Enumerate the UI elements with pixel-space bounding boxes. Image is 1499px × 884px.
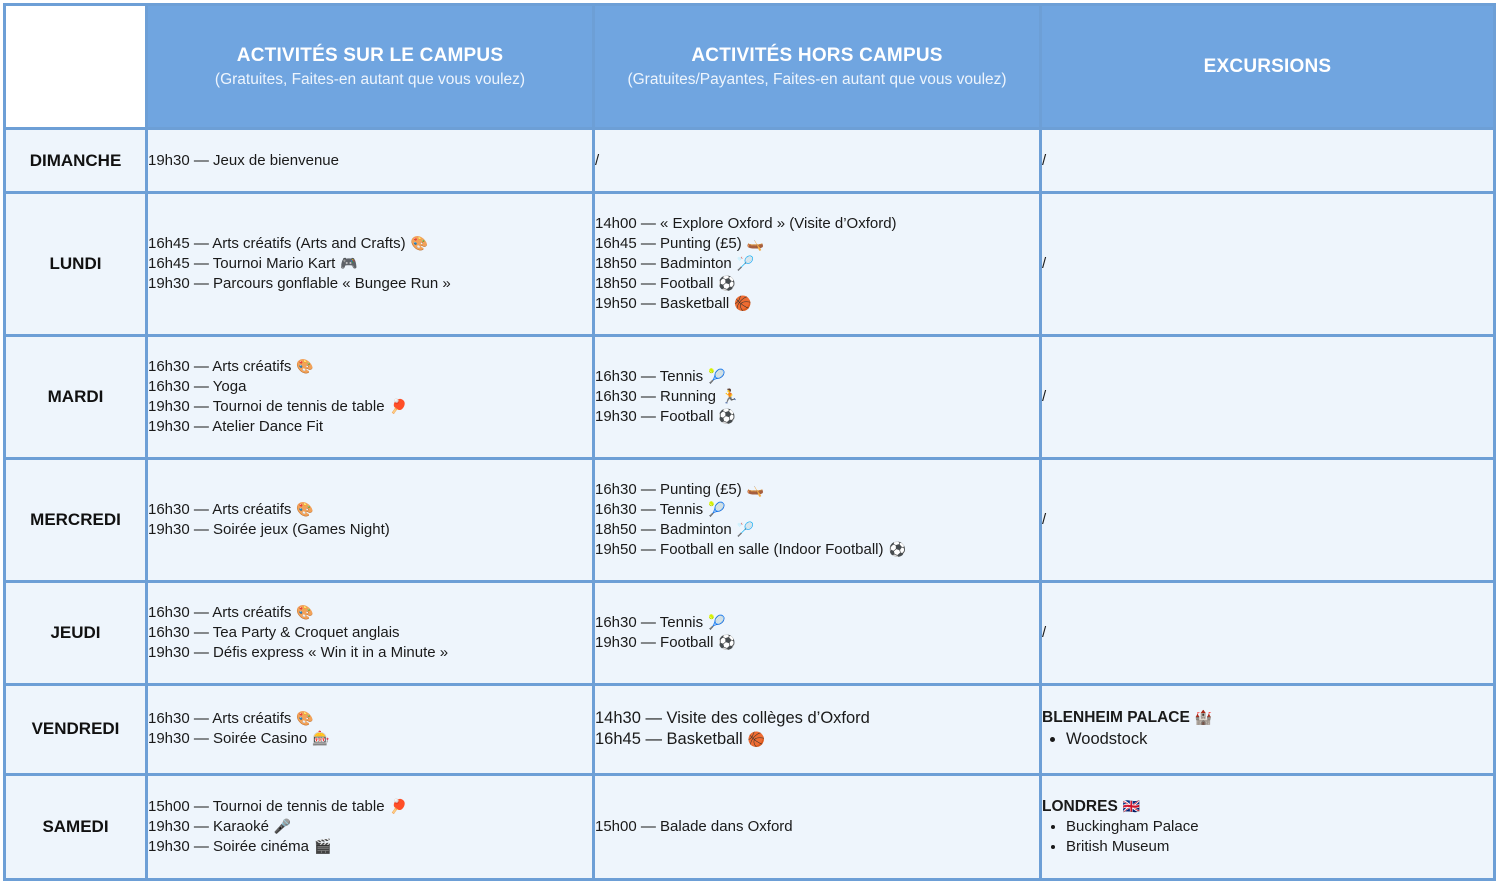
activity-emoji-icon: 🏃: [720, 389, 739, 406]
activity-emoji-icon: 🎰: [312, 731, 330, 748]
day-label: MARDI: [5, 336, 147, 459]
header-campus-subtitle: (Gratuites, Faites-en autant que vous voulez): [214, 70, 526, 88]
activity-item: [595, 540, 1039, 560]
activity-text: 16h45 — Tournoi Mario Kart: [148, 255, 336, 273]
day-row: [5, 684, 1495, 775]
activity-item: [148, 709, 592, 729]
excursion-title-text: LONDRES: [1042, 798, 1118, 816]
excursion-emoji-icon: 🏰: [1194, 710, 1213, 727]
activity-item: [595, 387, 1039, 407]
schedule-body: [5, 129, 1495, 880]
activity-text: 16h30 — Tennis: [595, 613, 704, 631]
activity-list: [148, 797, 592, 857]
hors-campus-activities-cell: [594, 336, 1041, 459]
activity-emoji-icon: 🎾: [708, 614, 726, 631]
activity-emoji-icon: ⚽: [718, 634, 736, 651]
activity-text: 19h50 — Football en salle (Indoor Football): [595, 541, 884, 559]
activity-text: 19h50 — Basketball: [595, 295, 730, 313]
activity-list: [595, 613, 1039, 653]
hors-campus-activities-cell: [594, 581, 1041, 684]
excursion-none: /: [1042, 511, 1047, 529]
activity-item: [148, 151, 592, 171]
activity-text: 14h00 — « Explore Oxford » (Visite d’Oxford): [595, 215, 897, 233]
excursion-title: [1042, 797, 1493, 817]
activity-text: 16h30 — Arts créatifs: [148, 358, 292, 376]
activity-text: 19h30 — Karaoké: [148, 818, 269, 836]
excursion-cell: [1041, 336, 1495, 459]
activity-item: [148, 643, 592, 663]
activity-emoji-icon: 🎾: [708, 369, 726, 386]
activity-text: 19h30 — Jeux de bienvenue: [148, 151, 339, 169]
activity-emoji-icon: 🎬: [313, 839, 332, 856]
activity-item: [148, 397, 592, 417]
activity-text: /: [595, 151, 600, 169]
activity-item: [148, 377, 592, 397]
activity-emoji-icon: 🎤: [273, 819, 292, 836]
activity-list: [148, 603, 592, 663]
activity-item: [148, 234, 592, 254]
activity-item: [148, 500, 592, 520]
activity-text: 19h30 — Soirée jeux (Games Night): [148, 521, 390, 539]
day-row: [5, 775, 1495, 880]
activity-text: 18h50 — Badminton: [595, 521, 732, 539]
activity-list: [148, 357, 592, 437]
activity-emoji-icon: 🛶: [746, 236, 765, 253]
excursion-cell: [1041, 581, 1495, 684]
hors-campus-activities-cell: [594, 459, 1041, 582]
activity-list: [148, 500, 592, 540]
day-row: [5, 336, 1495, 459]
activity-text: 19h30 — Football: [595, 408, 714, 426]
activity-emoji-icon: 🎮: [340, 256, 358, 273]
excursion-title: [1042, 708, 1493, 728]
activity-emoji-icon: 🏸: [736, 522, 755, 539]
campus-activities-cell: [147, 129, 594, 193]
campus-activities-cell: [147, 336, 594, 459]
activity-item: [595, 254, 1039, 274]
activity-item: [595, 708, 1039, 729]
activity-item: [595, 234, 1039, 254]
activity-item: [595, 633, 1039, 653]
activity-item: [595, 151, 1039, 171]
excursion-cell: [1041, 775, 1495, 880]
day-label: DIMANCHE: [5, 129, 147, 193]
activity-text: 19h30 — Tournoi de tennis de table: [148, 398, 385, 416]
day-label: JEUDI: [5, 581, 147, 684]
activity-item: [148, 417, 592, 437]
campus-activities-cell: [147, 684, 594, 775]
excursion-none: /: [1042, 388, 1047, 406]
excursion-places-list: [1042, 728, 1493, 750]
day-label: LUNDI: [5, 193, 147, 336]
activity-emoji-icon: ⚽: [718, 276, 736, 293]
activity-list: [595, 214, 1039, 314]
activity-item: [595, 613, 1039, 633]
activity-item: [595, 520, 1039, 540]
excursion-places-list: [1042, 817, 1493, 857]
hors-campus-activities-cell: [594, 193, 1041, 336]
activity-text: 16h45 — Basketball: [595, 729, 743, 748]
activity-text: 15h00 — Balade dans Oxford: [595, 818, 793, 836]
activity-item: [148, 357, 592, 377]
activity-text: 16h30 — Punting (£5): [595, 481, 742, 499]
activity-text: 16h30 — Yoga: [148, 378, 247, 396]
campus-activities-cell: [147, 581, 594, 684]
activity-item: [595, 480, 1039, 500]
excursion-cell: [1041, 129, 1495, 193]
excursion-none: /: [1042, 255, 1047, 273]
excursion-none: /: [1042, 151, 1047, 169]
activity-item: [595, 729, 1039, 751]
activity-list: [148, 709, 592, 749]
activity-text: 19h30 — Défis express « Win it in a Minute »: [148, 643, 449, 661]
activity-emoji-icon: ⚽: [718, 409, 736, 426]
activity-item: [595, 500, 1039, 520]
activity-text: 19h30 — Soirée cinéma: [148, 838, 309, 856]
activity-emoji-icon: 🏓: [389, 799, 408, 816]
activity-item: [148, 837, 592, 857]
day-row: [5, 581, 1495, 684]
activity-emoji-icon: 🎨: [296, 502, 314, 519]
header-excursions: [1041, 5, 1495, 129]
activity-list: [148, 234, 592, 294]
activity-emoji-icon: 🏸: [736, 256, 755, 273]
header-excursions-title: EXCURSIONS: [1203, 55, 1332, 77]
excursion-cell: [1041, 459, 1495, 582]
activity-emoji-icon: 🛶: [746, 482, 765, 499]
activity-text: 16h30 — Arts créatifs: [148, 501, 292, 519]
activity-item: [148, 623, 592, 643]
activity-item: [595, 407, 1039, 427]
activity-text: 19h30 — Atelier Dance Fit: [148, 418, 324, 436]
excursion-title-text: BLENHEIM PALACE: [1042, 709, 1190, 727]
activity-item: [148, 817, 592, 837]
activity-list: [148, 151, 592, 171]
activity-emoji-icon: 🏀: [734, 296, 752, 313]
activity-item: [148, 603, 592, 623]
activity-text: 18h50 — Badminton: [595, 255, 732, 273]
activity-text: 16h45 — Punting (£5): [595, 235, 742, 253]
excursion-emoji-icon: 🇬🇧: [1122, 799, 1141, 816]
header-row: [5, 5, 1495, 129]
activity-item: [595, 367, 1039, 387]
activity-list: [595, 817, 1039, 837]
day-label: MERCREDI: [5, 459, 147, 582]
activity-list: [595, 480, 1039, 560]
activity-item: [595, 214, 1039, 234]
activity-item: [595, 817, 1039, 837]
excursion-place: • British Museum: [1066, 837, 1493, 857]
activity-text: 16h30 — Arts créatifs: [148, 603, 292, 621]
activity-text: 19h30 — Football: [595, 633, 714, 651]
header-hors-campus: [594, 5, 1041, 129]
activity-item: [148, 254, 592, 274]
day-row: [5, 459, 1495, 582]
activity-text: 16h30 — Arts créatifs: [148, 710, 292, 728]
header-hors-campus-subtitle: (Gratuites/Payantes, Faites-en autant que vous voulez): [627, 70, 1007, 88]
activity-text: 16h30 — Tennis: [595, 368, 704, 386]
activity-text: 19h30 — Parcours gonflable « Bungee Run »: [148, 275, 451, 293]
activity-emoji-icon: 🎾: [708, 502, 726, 519]
campus-activities-cell: [147, 775, 594, 880]
weekly-activities-table: [3, 3, 1496, 881]
hors-campus-activities-cell: [594, 775, 1041, 880]
activity-text: 19h30 — Soirée Casino: [148, 730, 308, 748]
header-hors-campus-title: ACTIVITÉS HORS CAMPUS: [691, 44, 943, 66]
activity-item: [148, 797, 592, 817]
hors-campus-activities-cell: [594, 129, 1041, 193]
activity-list: [595, 367, 1039, 427]
activity-text: 14h30 — Visite des collèges d’Oxford: [595, 708, 870, 727]
hors-campus-activities-cell: [594, 684, 1041, 775]
day-row: [5, 129, 1495, 193]
activity-emoji-icon: 🎨: [296, 359, 314, 376]
activity-item: [148, 274, 592, 294]
header-campus: [147, 5, 594, 129]
activity-emoji-icon: 🎨: [296, 604, 314, 621]
activity-item: [148, 729, 592, 749]
activity-list: [595, 708, 1039, 751]
activity-text: 16h45 — Arts créatifs (Arts and Crafts): [148, 235, 406, 253]
day-label: SAMEDI: [5, 775, 147, 880]
corner-cell: [5, 5, 147, 129]
activity-item: [595, 294, 1039, 314]
activity-text: 18h50 — Football: [595, 275, 714, 293]
day-label: VENDREDI: [5, 684, 147, 775]
activity-text: 16h30 — Tea Party & Croquet anglais: [148, 623, 400, 641]
activity-item: [148, 520, 592, 540]
excursion-cell: [1041, 684, 1495, 775]
header-campus-title: ACTIVITÉS SUR LE CAMPUS: [236, 44, 504, 66]
activity-emoji-icon: 🎨: [410, 236, 429, 253]
excursion-place: • Buckingham Palace: [1066, 817, 1493, 837]
activity-item: [595, 274, 1039, 294]
day-row: [5, 193, 1495, 336]
campus-activities-cell: [147, 193, 594, 336]
activity-text: 15h00 — Tournoi de tennis de table: [148, 798, 385, 816]
activity-text: 16h30 — Tennis: [595, 501, 704, 519]
excursion-none: /: [1042, 623, 1047, 641]
activity-emoji-icon: 🏓: [389, 399, 408, 416]
campus-activities-cell: [147, 459, 594, 582]
activity-emoji-icon: 🏀: [747, 731, 766, 748]
activity-list: [595, 151, 1039, 171]
excursion-place: • Woodstock: [1066, 728, 1493, 750]
excursion-cell: [1041, 193, 1495, 336]
activity-emoji-icon: 🎨: [296, 711, 314, 728]
activity-emoji-icon: ⚽: [888, 542, 906, 559]
activity-text: 16h30 — Running: [595, 388, 716, 406]
